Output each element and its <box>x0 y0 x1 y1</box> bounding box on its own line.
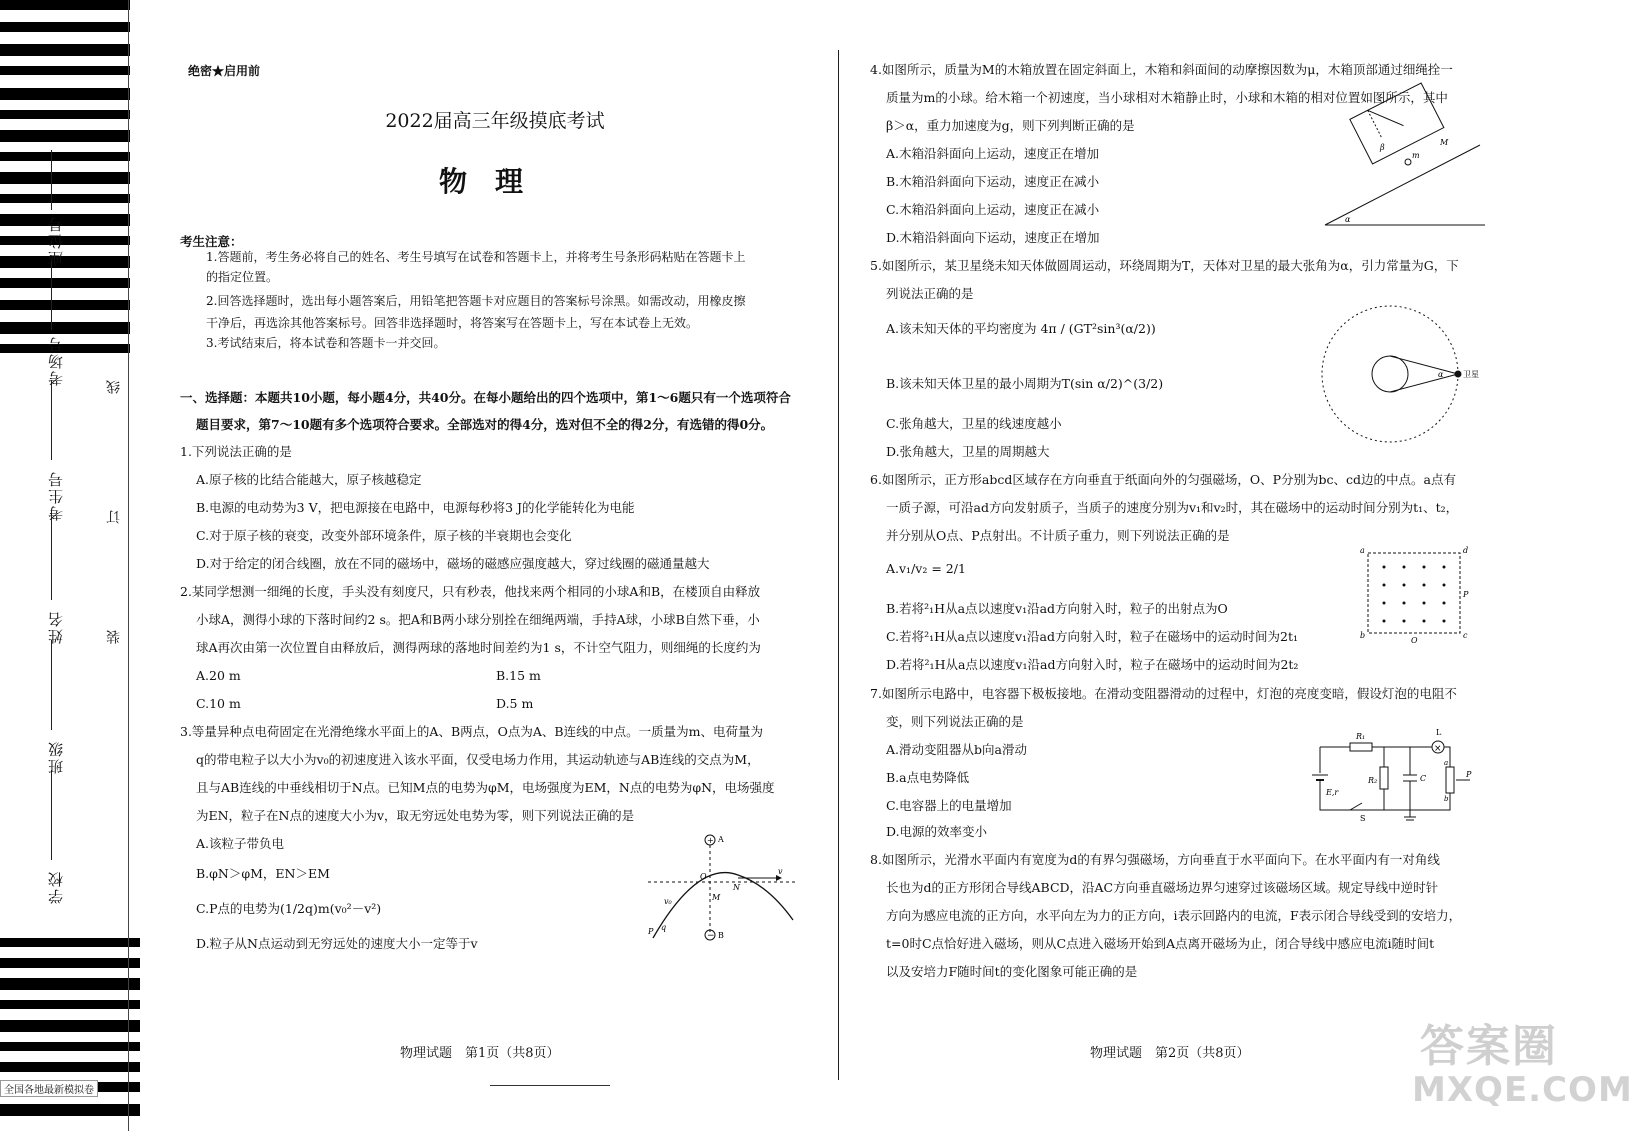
q3-stem: q的带电粒子以大小为v₀的初速度进入该水平面，仅受电场力作用，其运动轨迹与AB连线的交点为M， <box>196 752 760 767</box>
class-label: 班级 <box>47 740 65 774</box>
svg-text:b: b <box>1360 631 1366 640</box>
q8-stem: 方向为感应电流的正方向，水平向左为力的正方向，i表示回路内的电流，F表示闭合导线受到的安培力， <box>886 908 1462 923</box>
q2-stem: 2.某同学想测一细绳的长度，手头没有刻度尺，只有秒表，他找来两个相同的小球A和B，在楼顶自由释放 <box>180 584 761 599</box>
q3-stem: 3.等量异种点电荷固定在光滑绝缘水平面上的A、B两点，O点为A、B连线的中点。一质量为m、电荷量为 <box>180 724 763 739</box>
q2-option-d: D.5 m <box>496 696 534 711</box>
notice-line: 的指定位置。 <box>206 270 279 284</box>
q4-option-c: C.木箱沿斜面向上运动，速度正在减小 <box>886 202 1100 217</box>
q8-stem: t=0时C点恰好进入磁场，则从C点进入磁场开始到A点离开磁场为止，闭合导线中感应电流i随时间t <box>886 936 1435 951</box>
svg-text:m: m <box>1412 151 1420 160</box>
name-label: 姓名 <box>47 610 65 644</box>
q5-stem: 列说法正确的是 <box>886 286 974 301</box>
satellite-icon <box>1455 371 1462 378</box>
resistor-r2 <box>1380 767 1388 789</box>
svg-text:M: M <box>712 893 721 902</box>
svg-text:M: M <box>1440 138 1449 147</box>
svg-text:a: a <box>1360 546 1365 555</box>
seat-number-blank[interactable] <box>51 150 52 210</box>
student-number-label: 考生号 <box>47 470 65 521</box>
svg-text:v₀: v₀ <box>664 897 672 906</box>
svg-text:+: + <box>707 836 714 845</box>
svg-text:C: C <box>1420 774 1427 783</box>
exam-title: 2022届高三年级摸底考试 <box>385 110 605 132</box>
svg-text:P: P <box>1463 590 1469 599</box>
q8-stem: 8.如图所示，光滑水平面内有宽度为d的有界匀强磁场，方向垂直于水平面向下。在水平面内有一对角线 <box>870 852 1440 867</box>
q3-field-trajectory-figure <box>648 830 808 945</box>
barcode-bar <box>0 1104 140 1116</box>
svg-text:v: v <box>778 867 783 876</box>
q3-option-c: C.P点的电势为(1/2q)m(v₀²－v²) <box>196 901 382 916</box>
q6-magnetic-field-figure <box>1360 545 1470 645</box>
q7-option-d: D.电源的效率变小 <box>886 824 988 839</box>
q3-stem: 为EN，粒子在N点的速度大小为v，取无穷远处电势为零，则下列说法正确的是 <box>196 808 635 823</box>
binding-mark: 装 <box>106 630 122 644</box>
page-1 <box>180 40 810 1090</box>
q6-option-a: A.v₁/v₂ = 2/1 <box>886 561 966 576</box>
svg-text:L: L <box>1436 728 1442 737</box>
q6-option-c: C.若将²₁H从a点以速度v₁沿ad方向射入时，粒子在磁场中的运动时间为2t₁ <box>886 629 1298 644</box>
section-instruction: 题目要求，第7～10题有多个选项符合要求。全部选对的得4分，选对但不全的得2分，有选错的得0分。 <box>196 417 774 432</box>
q6-option-b: B.若将²₁H从a点以速度v₁沿ad方向射入时，粒子的出射点为O <box>886 601 1228 616</box>
class-blank[interactable] <box>51 640 52 730</box>
resistor-r1 <box>1350 743 1372 751</box>
q4-incline-box-figure <box>1320 110 1490 230</box>
notice-line: 干净后，再选涂其他答案标号。回答非选择题时，将答案写在答题卡上，写在本试卷上无效。 <box>206 316 699 330</box>
svg-text:q: q <box>661 923 667 932</box>
svg-text:a: a <box>1444 759 1449 767</box>
svg-text:b: b <box>1444 795 1449 803</box>
q5-stem: 5.如图所示，某卫星绕未知天体做圆周运动，环绕周期为T，天体对卫星的最大张角为α，引力常量为G，下 <box>870 258 1459 273</box>
q5-satellite-orbit-figure <box>1320 302 1480 452</box>
svg-text:R₁: R₁ <box>1356 732 1366 741</box>
svg-text:d: d <box>1463 546 1469 555</box>
svg-text:R₂: R₂ <box>1368 776 1378 785</box>
watermark-site: MXQE.COM <box>1412 1070 1633 1110</box>
page-2-footer: 物理试题 第2页（共8页） <box>1090 1046 1250 1061</box>
q2-option-c: C.10 m <box>196 696 241 711</box>
svg-text:P: P <box>1466 770 1472 779</box>
notice-line: 1.答题前，考生务必将自己的姓名、考生号填写在试卷和答题卡上，并将考生号条形码粘贴在答题卡上 <box>206 250 746 264</box>
q3-option-d: D.粒子从N点运动到无穷远处的速度大小一定等于v <box>196 936 478 951</box>
barcode-bar <box>0 22 130 32</box>
q5-option-d: D.张角越大，卫星的周期越大 <box>886 444 1050 459</box>
q7-option-c: C.电容器上的电量增加 <box>886 798 1012 813</box>
svg-text:N: N <box>733 883 740 892</box>
q7-circuit-figure <box>1310 725 1480 825</box>
barcode-bar <box>0 1042 140 1051</box>
svg-text:A: A <box>718 835 724 844</box>
q2-stem: 小球A，测得小球的下落时间约2 s。把A和B两小球分别拴在细绳两端，手持A球，小球B自然下垂，小 <box>196 612 760 627</box>
barcode-bar <box>0 0 130 10</box>
confidential-mark: 绝密★启用前 <box>188 64 261 78</box>
q3-option-a: A.该粒子带负电 <box>196 836 285 851</box>
svg-text:c: c <box>1463 631 1468 640</box>
svg-text:S: S <box>1360 814 1366 823</box>
q6-stem: 一质子源，可沿ad方向发射质子，当质子的速度分别为v₁和v₂时，其在磁场中的运动时间分别为t₁、t₂， <box>886 500 1459 515</box>
q3-option-b: B.φN＞φM，EN＞EM <box>196 866 330 881</box>
q7-stem: 7.如图所示电路中，电容器下极板接地。在滑动变阻器滑动的过程中，灯泡的亮度变暗，假设灯泡的电阻不 <box>870 686 1457 701</box>
svg-text:E,r: E,r <box>1326 788 1339 797</box>
incline-line <box>1325 145 1480 225</box>
q6-stem: 并分别从O点、P点射出。不计质子重力，则下列说法正确的是 <box>886 528 1230 543</box>
rheostat <box>1446 767 1454 793</box>
switch-icon <box>1350 803 1362 810</box>
barcode-bar <box>0 88 130 100</box>
school-label: 学校 <box>47 870 65 904</box>
q6-option-d: D.若将²₁H从a点以速度v₁沿ad方向射入时，粒子在磁场中的运动时间为2t₂ <box>886 657 1299 672</box>
q7-option-a: A.滑动变阻器从b向a滑动 <box>886 742 1027 757</box>
satellite-label: 卫星 <box>1463 370 1479 379</box>
q5-option-c: C.张角越大，卫星的线速度越小 <box>886 416 1062 431</box>
q5-option-b: B.该未知天体卫星的最小周期为T(sin α/2)^(3/2) <box>886 376 1164 391</box>
q6-stem: 6.如图所示，正方形abcd区域存在方向垂直于纸面向外的匀强磁场，O、P分别为bc、cd边的中点。a点有 <box>870 472 1457 487</box>
page-2 <box>870 40 1490 1090</box>
celestial-body <box>1372 356 1408 392</box>
field-dots <box>1383 566 1446 623</box>
exam-room-label: 考场号 <box>47 335 65 386</box>
q1-option-d: D.对于给定的闭合线圈，放在不同的磁场中，磁场的磁感应强度越大，穿过线圈的磁通量越大 <box>196 556 710 571</box>
notice-heading: 考生注意： <box>180 234 243 249</box>
q8-stem: 长也为d的正方形闭合导线ABCD，沿AC方向垂直磁场边界匀速穿过该磁场区域。规定导线中逆时针 <box>886 880 1439 895</box>
q1-option-a: A.原子核的比结合能越大，原子核越稳定 <box>196 472 422 487</box>
q7-option-b: B.a点电势降低 <box>886 770 970 785</box>
section-instruction: 一、选择题：本题共10小题，每小题4分，共40分。在每小题给出的四个选项中，第1～6题只有一个选项符合 <box>180 390 791 405</box>
svg-text:×: × <box>1434 744 1442 754</box>
bottom-note: 全国各地最新模拟卷 <box>0 1080 98 1097</box>
svg-text:O: O <box>1411 636 1418 645</box>
page-bottom-rule <box>490 1085 610 1086</box>
binding-mark: 线 <box>106 380 122 394</box>
q2-option-b: B.15 m <box>496 668 541 683</box>
svg-text:O: O <box>700 872 707 881</box>
barcode-bar <box>0 130 130 142</box>
svg-text:α: α <box>1438 370 1444 379</box>
barcode-bar <box>0 44 130 56</box>
barcode-bar <box>0 958 140 968</box>
strip-edge <box>128 0 129 1131</box>
svg-text:B: B <box>718 931 724 940</box>
q4-stem: 质量为m的小球。给木箱一个初速度，当小球相对木箱静止时，小球和木箱的相对位置如图所示，其中 <box>886 90 1448 105</box>
student-info-fields <box>45 150 75 930</box>
q4-stem: β＞α，重力加速度为g，则下列判断正确的是 <box>886 118 1135 133</box>
q3-stem: 且与AB连线的中垂线相切于N点。已知M点的电势为φM，电场强度为EM，N点的电势为φN，电场强度 <box>196 780 775 795</box>
page-divider <box>838 50 839 1080</box>
q1-option-b: B.电源的电动势为3 V，把电源接在电路中，电源每秒将3 J的化学能转化为电能 <box>196 500 635 515</box>
svg-text:β: β <box>1380 143 1385 152</box>
name-blank[interactable] <box>51 510 52 600</box>
school-blank[interactable] <box>51 770 52 860</box>
q2-option-a: A.20 m <box>196 668 241 683</box>
ball-icon <box>1405 159 1411 165</box>
q1-stem: 1.下列说法正确的是 <box>180 444 292 459</box>
page-1-footer: 物理试题 第1页（共8页） <box>400 1046 560 1061</box>
q2-stem: 球A再次由第一次位置自由释放后，测得两球的落地时间差约为1 s，不计空气阻力，则细绳的长度约为 <box>196 640 761 655</box>
svg-text:α: α <box>1345 215 1351 224</box>
barcode-bar <box>0 978 140 990</box>
notice-line: 3.考试结束后，将本试卷和答题卡一并交回。 <box>206 336 446 350</box>
watermark-brand: 答案圈 <box>1420 1021 1558 1072</box>
barcode-bar <box>0 110 130 119</box>
barcode-bar <box>0 938 140 947</box>
q7-stem: 变，则下列说法正确的是 <box>886 714 1024 729</box>
student-number-blank[interactable] <box>51 380 52 460</box>
exam-room-blank[interactable] <box>51 260 52 330</box>
q5-option-a: A.该未知天体的平均密度为 4π / (GT²sin³(α/2)) <box>886 321 1156 336</box>
notice-line: 2.回答选择题时，选出每小题答案后，用铅笔把答题卡对应题目的答案标号涂黑。如需改动，用橡皮擦 <box>206 294 746 308</box>
q4-option-b: B.木箱沿斜面向下运动，速度正在减小 <box>886 174 1100 189</box>
seat-number-label: 座位号 <box>47 215 65 266</box>
q4-option-d: D.木箱沿斜面向下运动，速度正在增加 <box>886 230 1100 245</box>
q1-option-c: C.对于原子核的衰变，改变外部环境条件，原子核的半衰期也会变化 <box>196 528 572 543</box>
svg-text:−: − <box>707 931 715 941</box>
binding-mark: 订 <box>106 510 122 524</box>
subject-title: 物理 <box>438 165 551 198</box>
barcode-bar <box>0 1000 140 1009</box>
q4-stem: 4.如图所示，质量为M的木箱放置在固定斜面上，木箱和斜面间的动摩擦因数为μ，木箱顶部通过细绳拴一 <box>870 62 1453 77</box>
square-region <box>1368 553 1460 633</box>
barcode-bar <box>0 1062 140 1072</box>
q4-option-a: A.木箱沿斜面向上运动，速度正在增加 <box>886 146 1100 161</box>
barcode-bar <box>0 66 130 75</box>
q8-stem: 以及安培力F随时间t的变化图象可能正确的是 <box>886 964 1138 979</box>
barcode-bar <box>0 1020 140 1032</box>
svg-text:P: P <box>648 927 654 936</box>
